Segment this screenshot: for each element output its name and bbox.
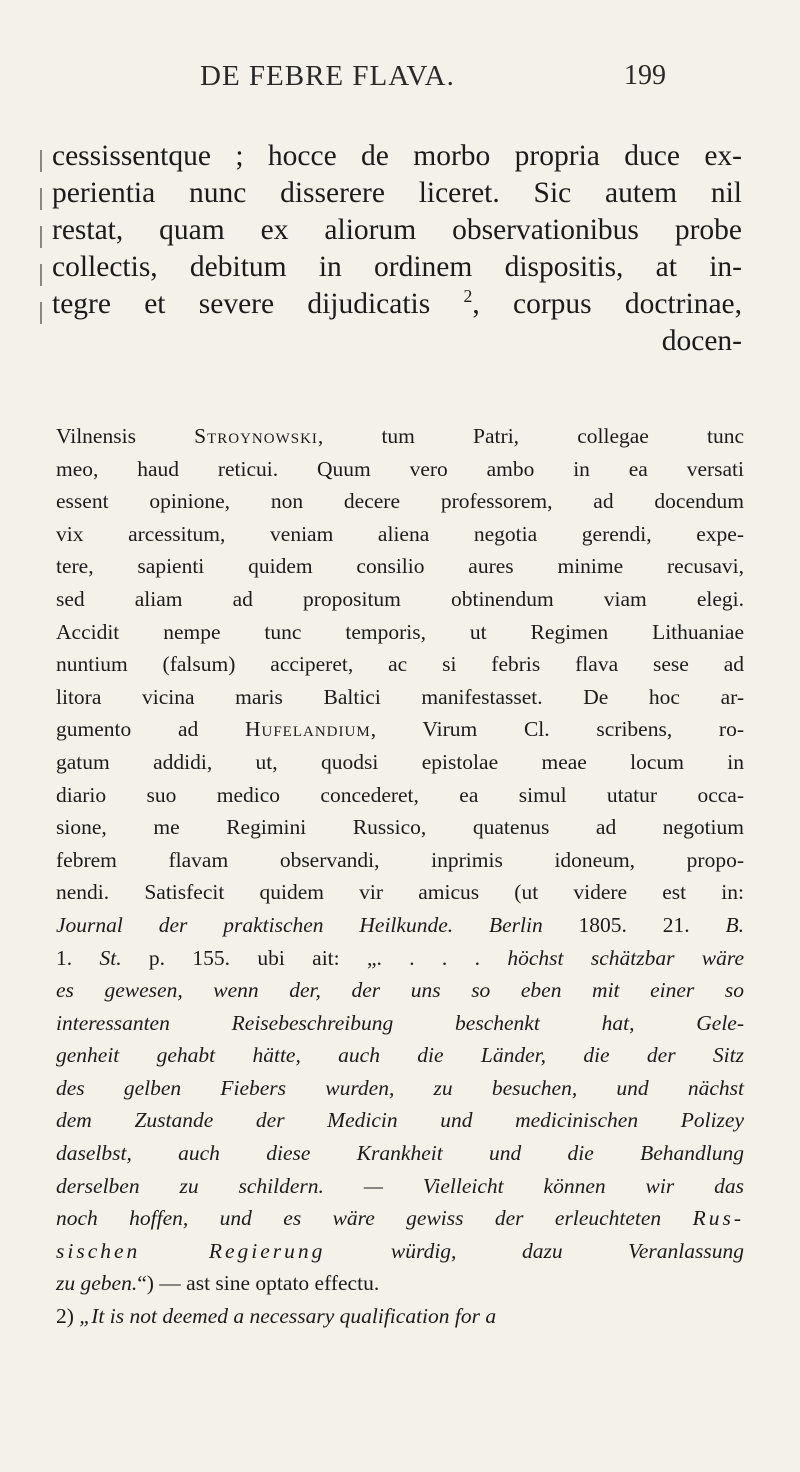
text-line: perientia nunc disserere liceret. Sic autem nil <box>52 177 742 209</box>
person-name: Stroynowski <box>194 424 318 448</box>
main-text <box>52 138 742 360</box>
footnote-line: gatum addidi, ut, quodsi epistolae meae locum in <box>56 749 744 774</box>
margin-mark <box>40 226 52 248</box>
text-fragment: 1805. 21. <box>542 912 726 937</box>
footnote-line <box>56 1300 744 1333</box>
footnote-line <box>56 909 744 942</box>
footnote-line <box>56 942 744 975</box>
text-fragment: St. <box>99 945 122 970</box>
footnote-line: des gelben Fiebers wurden, zu besuchen, und nächst <box>56 1075 744 1100</box>
footnote-line: es gewesen, wenn der, der uns so eben mit einer so <box>56 978 744 1003</box>
page-header <box>0 60 800 100</box>
person-name: Hufelandium <box>244 717 371 742</box>
text-fragment: 1. <box>56 945 100 970</box>
text-fragment: “) — ast sine optato effectu. <box>137 1271 380 1296</box>
footnote-line: Accidit nempe tunc temporis, ut Regimen Lithuaniae <box>56 619 744 644</box>
margin-mark <box>40 188 52 210</box>
text-line: restat, quam ex aliorum observationibus probe <box>52 214 742 246</box>
quotation-text: „It is not deemed a necessary qualification for a <box>79 1304 497 1329</box>
running-title: DE FEBRE FLAVA. <box>200 60 455 92</box>
margin-mark <box>40 150 52 172</box>
footnote-line: nuntium (falsum) acciperet, ac si febris flava sese ad <box>56 652 744 677</box>
footnote-line: tere, sapienti quidem consilio aures minime recusavi, <box>56 554 744 579</box>
footnote-line: litora vicina maris Baltici manifestasset. De hoc ar- <box>56 684 744 709</box>
text-fragment: , tum Patri, collegae tunc <box>317 424 745 448</box>
text-fragment: p. 155. ubi ait: „. . . . <box>121 945 508 970</box>
text-fragment: gumento ad <box>56 717 245 742</box>
text-line <box>52 286 742 323</box>
text-fragment: tegre et severe dijudicatis <box>52 288 431 320</box>
journal-title: Journal der praktischen Heilkunde. Berlin <box>56 912 543 937</box>
footnote-line: genheit gehabt hätte, auch die Länder, die der Sitz <box>56 1043 744 1068</box>
text-line: cessissentque ; hocce de morbo propria duce ex- <box>52 140 742 172</box>
quotation-text: würdig, dazu Veranlassung <box>325 1238 744 1263</box>
page-number: 199 <box>624 60 666 91</box>
text-fragment: , corpus doctrinae, <box>472 288 743 320</box>
footnote-line: essent opinione, non decere professorem, ad docendum <box>56 489 744 514</box>
footnote-line: derselben zu schildern. — Vielleicht können wir das <box>56 1173 744 1198</box>
quotation-text: höchst schätzbar wäre <box>507 945 745 970</box>
footnote-line: interessanten Reisebeschreibung beschenkt hat, Gele- <box>56 1010 744 1035</box>
margin-mark <box>40 302 52 324</box>
text-fragment: B. <box>725 912 744 937</box>
footnote-line <box>56 713 744 746</box>
footnote-line: nendi. Satisfecit quidem vir amicus (ut videre est in: <box>56 880 744 905</box>
footnote-line <box>56 420 744 453</box>
footnote-line: meo, haud reticui. Quum vero ambo in ea versati <box>56 456 744 481</box>
quotation-text: zu geben. <box>56 1271 138 1296</box>
footnote-line <box>56 1235 744 1268</box>
footnote-marker: 2 <box>463 286 473 307</box>
footnote-line: daselbst, auch diese Krankheit und die Behandlung <box>56 1141 744 1166</box>
quotation-text: noch hoffen, und es wäre gewiss der erleuchteten <box>56 1206 693 1231</box>
footnote-line <box>56 1267 744 1300</box>
footnote-line <box>56 1202 744 1235</box>
text-fragment: Vilnensis <box>56 424 195 448</box>
footnote-line: sione, me Regimini Russico, quatenus ad negotium <box>56 815 744 840</box>
footnote-line: sed aliam ad propositum obtinendum viam elegi. <box>56 586 744 611</box>
text-line: collectis, debitum in ordinem dispositis, at in- <box>52 251 742 283</box>
spaced-text: Rus- <box>692 1206 744 1231</box>
footnote-line: diario suo medico concederet, ea simul utatur occa- <box>56 782 744 807</box>
footnote-line: vix arcessitum, veniam aliena negotia gerendi, expe- <box>56 521 744 546</box>
footnote-number: 2) <box>56 1304 80 1329</box>
footnote-block <box>56 420 744 1333</box>
spaced-text: sischen Regierung <box>56 1238 326 1263</box>
footnote-line: febrem flavam observandi, inprimis idoneum, propo- <box>56 847 744 872</box>
margin-mark <box>40 264 52 286</box>
text-fragment: , Virum Cl. scribens, ro- <box>370 717 744 742</box>
catchword: docen- <box>661 325 742 357</box>
footnote-line: dem Zustande der Medicin und medicinischen Polizey <box>56 1108 744 1133</box>
